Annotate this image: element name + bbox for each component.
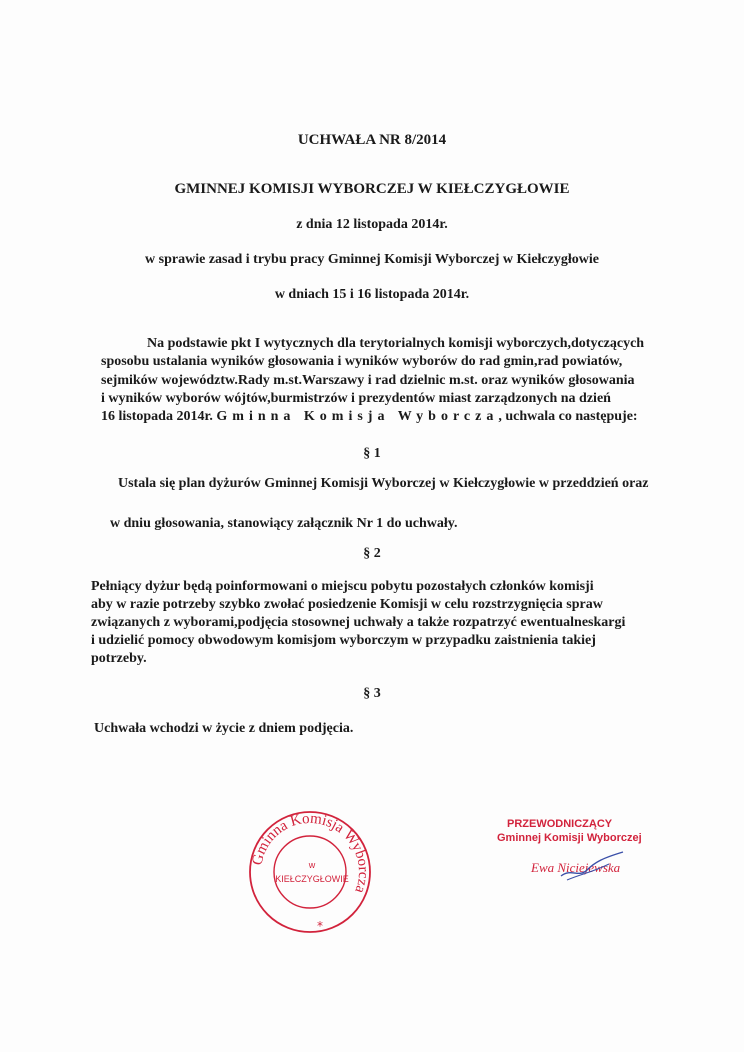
section-2-line-5: potrzeby.: [91, 651, 147, 666]
intro-line-1: Na podstawie pkt I wytycznych dla terytorialnych komisji wyborczych,dotyczących: [147, 336, 645, 351]
section-2-symbol: § 2: [363, 546, 381, 561]
section-2-line-1: Pełniący dyżur będą poinformowani o miejscu pobytu pozostałych członków komisji: [91, 579, 594, 594]
intro-line-3: sejmików województw.Rady m.st.Warszawy i rad dzielnic m.st. oraz wyników głosowania: [101, 373, 635, 388]
intro-line-2: sposobu ustalania wyników głosowania i wyników wyborów do rad gmin,rad powiatów,: [101, 354, 623, 369]
section-2-line-3: związanych z wyborami,podjęcia stosownej uchwały a także rozpatrzyć ewentualneskargi: [91, 615, 626, 630]
chairman-commission: Gminnej Komisji Wyborczej: [497, 832, 642, 844]
handwritten-signature: [557, 848, 627, 888]
stamp-star-icon: *: [317, 919, 323, 933]
stamp-ring-text: Gminna Komisja Wyborcza: [249, 810, 372, 896]
resolution-subject: w sprawie zasad i trybu pracy Gminnej Komisji Wyborczej w Kiełczygłowie: [145, 252, 599, 267]
section-2-line-4: i udzielić pomocy obwodowym komisjom wyborczym w przypadku zaistnienia takiej: [91, 633, 596, 648]
stamp-inner-ring: [274, 836, 346, 908]
chairman-name: Ewa Niciejewska: [531, 860, 621, 875]
intro-line-5-end: , uchwala co następuje:: [498, 409, 638, 424]
section-3-symbol: § 3: [363, 686, 381, 701]
chairman-title: PRZEWODNICZĄCY: [507, 818, 613, 830]
section-3-line-1: Uchwała wchodzi w życie z dniem podjęcia.: [94, 721, 354, 736]
intro-line-4: i wyników wyborów wójtów,burmistrzów i prezydentów miast zarządzonych na dzień: [101, 391, 611, 406]
section-1-line-1: Ustala się plan dyżurów Gminnej Komisji Wyborczej w Kiełczygłowie w przeddzień oraz: [118, 476, 649, 491]
section-2-line-2: aby w razie potrzeby szybko zwołać posiedzenie Komisji w celu rozstrzygnięcia spraw: [91, 597, 603, 612]
resolution-days: w dniach 15 i 16 listopada 2014r.: [274, 287, 470, 302]
intro-line-5-start: 16 listopada 2014r.: [101, 409, 213, 424]
stamp-center-w: w: [308, 860, 316, 870]
commission-stamp: [248, 810, 372, 934]
stamp-center-place: KIEŁCZYGŁOWIE: [275, 874, 349, 884]
chairman-signature-block: [497, 818, 642, 888]
section-1-line-2: w dniu głosowania, stanowiący załącznik Nr 1 do uchwały.: [110, 516, 458, 531]
intro-line-5-spaced: Gminna Komisja Wyborcza: [216, 409, 499, 424]
resolution-title: UCHWAŁA NR 8/2014: [297, 132, 447, 148]
resolution-date: z dnia 12 listopada 2014r.: [296, 217, 448, 232]
section-1-symbol: § 1: [363, 446, 381, 461]
intro-line-5: [101, 408, 638, 425]
commission-name: GMINNEJ KOMISJI WYBORCZEJ W KIEŁCZYGŁOWIE: [174, 181, 570, 197]
